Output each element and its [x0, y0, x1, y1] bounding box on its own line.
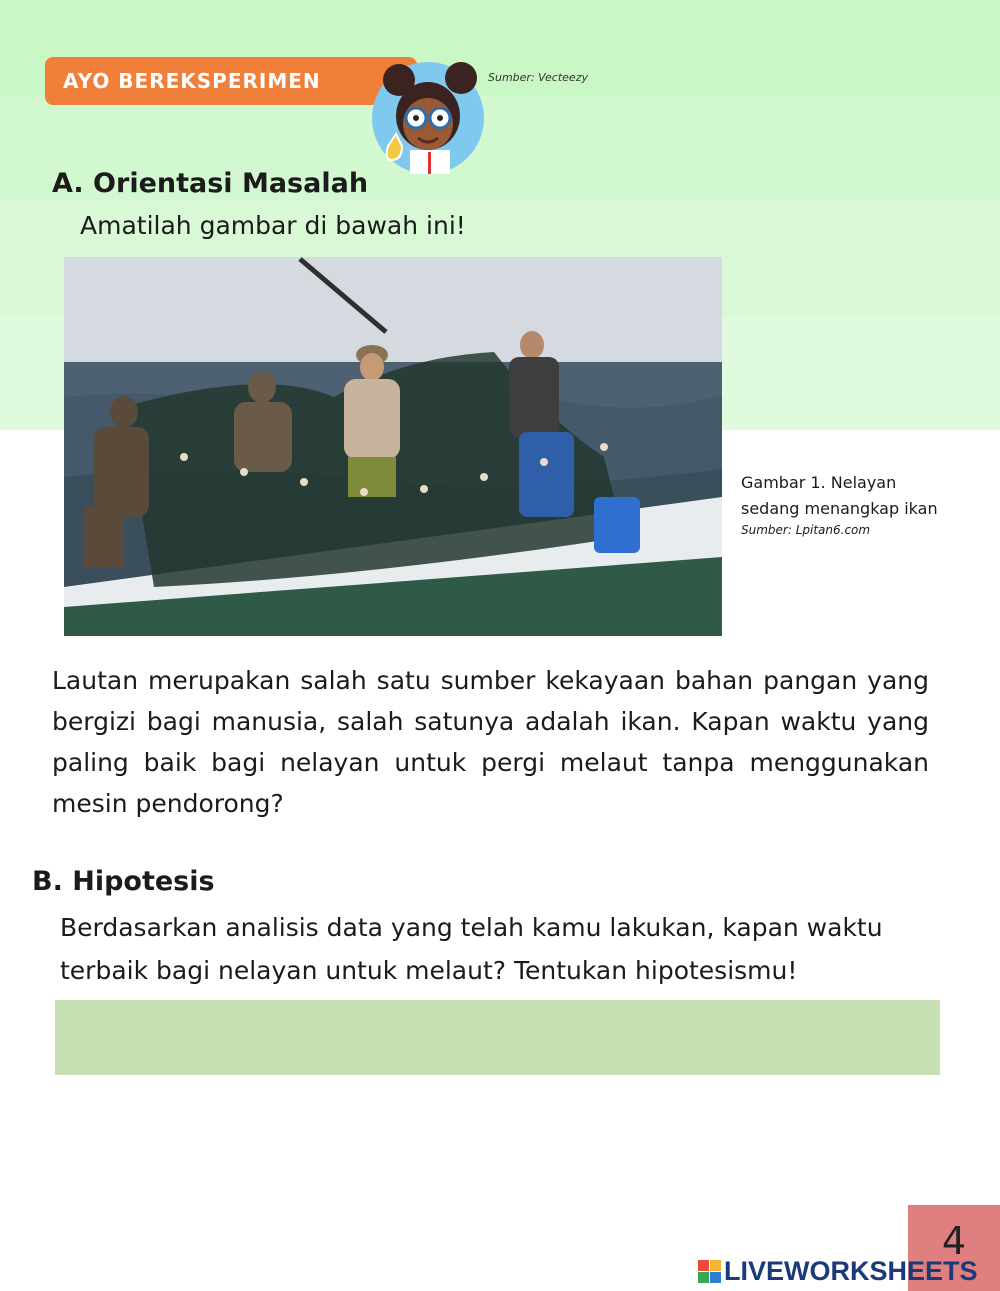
figure-source: Sumber: Lpitan6.com [741, 523, 871, 537]
section-b-question: Berdasarkan analisis data yang telah kamu lakukan, kapan waktu terbaik bagi nelayan untuk melaut? Tentukan hipotesismu! [60, 913, 883, 985]
figure-caption-line: sedang menangkap ikan [741, 499, 938, 518]
section-a-title: A. Orientasi Masalah [52, 168, 369, 199]
section-b-title: B. Hipotesis [32, 866, 215, 897]
hypothesis-answer-field[interactable] [55, 1000, 940, 1075]
page-number: 4 [908, 1205, 1000, 1291]
figure-caption-line: Gambar 1. Nelayan [741, 473, 897, 492]
problem-paragraph: Lautan merupakan salah satu sumber kekayaan bahan pangan yang bergizi bagi manusia, salah satunya adalah ikan. Kapan waktu yang paling baik bagi nelayan untuk pergi melaut tanpa menggunakan mesin pendorong? [52, 666, 929, 818]
scientist-mascot-illustration [366, 58, 486, 178]
brand-name: LIVEWORKSHEETS [724, 1255, 978, 1286]
experiment-tag: AYO BEREKSPERIMEN [45, 57, 417, 105]
mascot-source: Sumber: Vecteezy [488, 71, 588, 84]
section-a-instruction: Amatilah gambar di bawah ini! [80, 211, 466, 240]
figure-caption [741, 470, 938, 538]
liveworksheets-icon [698, 1260, 721, 1283]
liveworksheets-logo [698, 1256, 978, 1286]
fishermen-photo [64, 257, 722, 636]
